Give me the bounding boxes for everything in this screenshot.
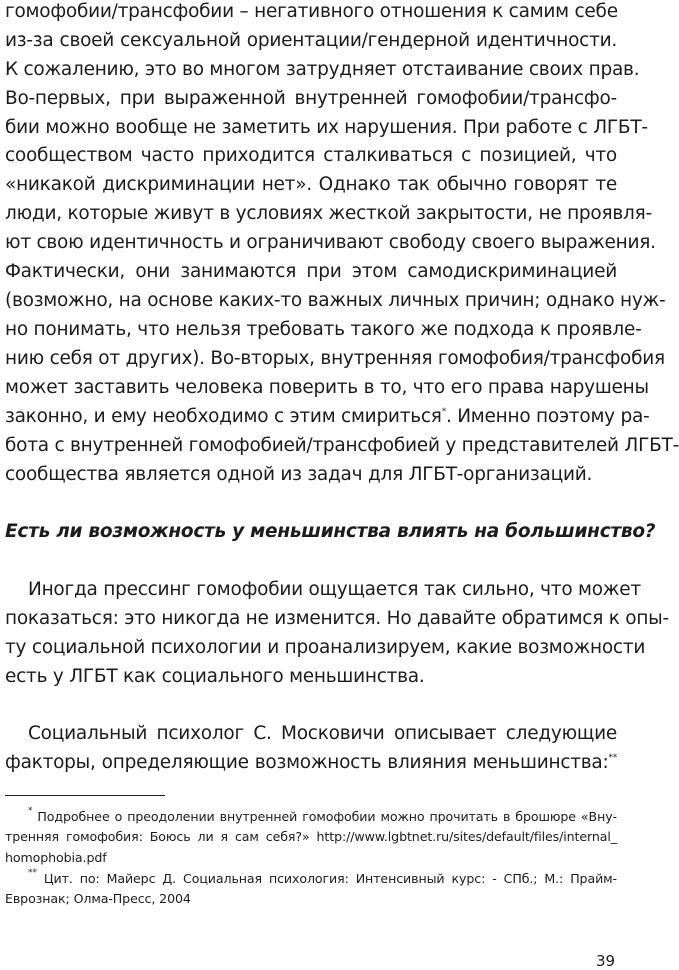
body-line: бии можно вообще не заметить их нарушения. При работе с ЛГБТ-	[5, 117, 648, 138]
footnote-marker: **	[28, 868, 37, 878]
body-line: бота с внутренней гомофобией/трансфобией у представителей ЛГБТ-	[5, 435, 679, 456]
body-line	[5, 406, 650, 428]
section-heading: Есть ли возможность у меньшинства влиять на большинство?	[5, 521, 656, 542]
body-line-text: факторы, определяющие возможность влияния меньшинства:	[5, 752, 609, 773]
body-line: из-за своей сексуальной ориентации/гендерной идентичности.	[5, 30, 617, 51]
body-line: сообщества является одной из задач для ЛГБТ-организаций.	[5, 464, 593, 485]
body-line-text: законно, и ему необходимо с этим смириться	[5, 406, 442, 427]
body-line: может заставить человека поверить в то, что его права нарушены	[5, 377, 649, 398]
footnote-line	[28, 806, 618, 825]
body-line: но понимать, что нельзя требовать такого же подхода к проявле-	[5, 319, 642, 340]
body-line: ют свою идентичность и ограничивают свободу своего выражения.	[5, 232, 656, 253]
body-line: (возможно, на основе каких-то важных личных причин; однако нуж-	[5, 290, 666, 311]
body-line: ту социальной психологии и проанализируем, какие возможности	[5, 637, 646, 658]
body-line-text: . Именно поэтому ра-	[445, 406, 650, 427]
body-line: гомофобии/трансфобии – негативного отношения к самим себе	[5, 1, 618, 22]
footnote-marker: *	[441, 407, 446, 417]
body-line: Иногда прессинг гомофобии ощущается так сильно, что может	[28, 579, 641, 600]
body-line: есть у ЛГБТ как социального меньшинства.	[5, 666, 425, 687]
body-line: «никакой дискриминации нет». Однако так обычно говорят те	[5, 174, 617, 195]
footnote-line	[28, 868, 618, 887]
footnote-line: тренняя гомофобия: Боюсь ли я сам себя?» http://www.lgbtnet.ru/sites/default/files/internal_	[5, 829, 617, 844]
footnote-line: homophobia.pdf	[5, 850, 107, 865]
body-line: сообществом часто приходится сталкиваться с позицией, что	[5, 145, 617, 166]
body-line: люди, которые живут в условиях жесткой закрытости, не проявля-	[5, 203, 652, 224]
body-line: показаться: это никогда не изменится. Но давайте обратимся к опы-	[5, 608, 669, 629]
footnote-divider	[5, 795, 165, 796]
body-line: Во-первых, при выраженной внутренней гомофобии/трансфо-	[5, 88, 617, 109]
body-line	[5, 752, 617, 774]
body-line: нию себя от других). Во-вторых, внутренняя гомофобия/трансфобия	[5, 348, 665, 369]
body-line: Социальный психолог С. Московичи описывает следующие	[28, 723, 617, 744]
footnote-line: Еврознак; Олма-Пресс, 2004	[5, 891, 191, 906]
body-line: К сожалению, это во многом затрудняет отстаивание своих прав.	[5, 59, 640, 80]
footnote-marker: **	[608, 753, 617, 763]
body-line: Фактически, они занимаются при этом самодискриминацией	[5, 261, 617, 282]
footnote-text: Подробнее о преодолении внутренней гомофобии можно прочитать в брошюре «Вну-	[37, 809, 618, 824]
footnote-text: Цит. по: Майерс Д. Социальная психология: Интенсивный курс: - СПб.; М.: Прайм-	[43, 871, 618, 886]
page-number: 39	[596, 952, 616, 970]
footnote-marker: *	[28, 806, 33, 816]
